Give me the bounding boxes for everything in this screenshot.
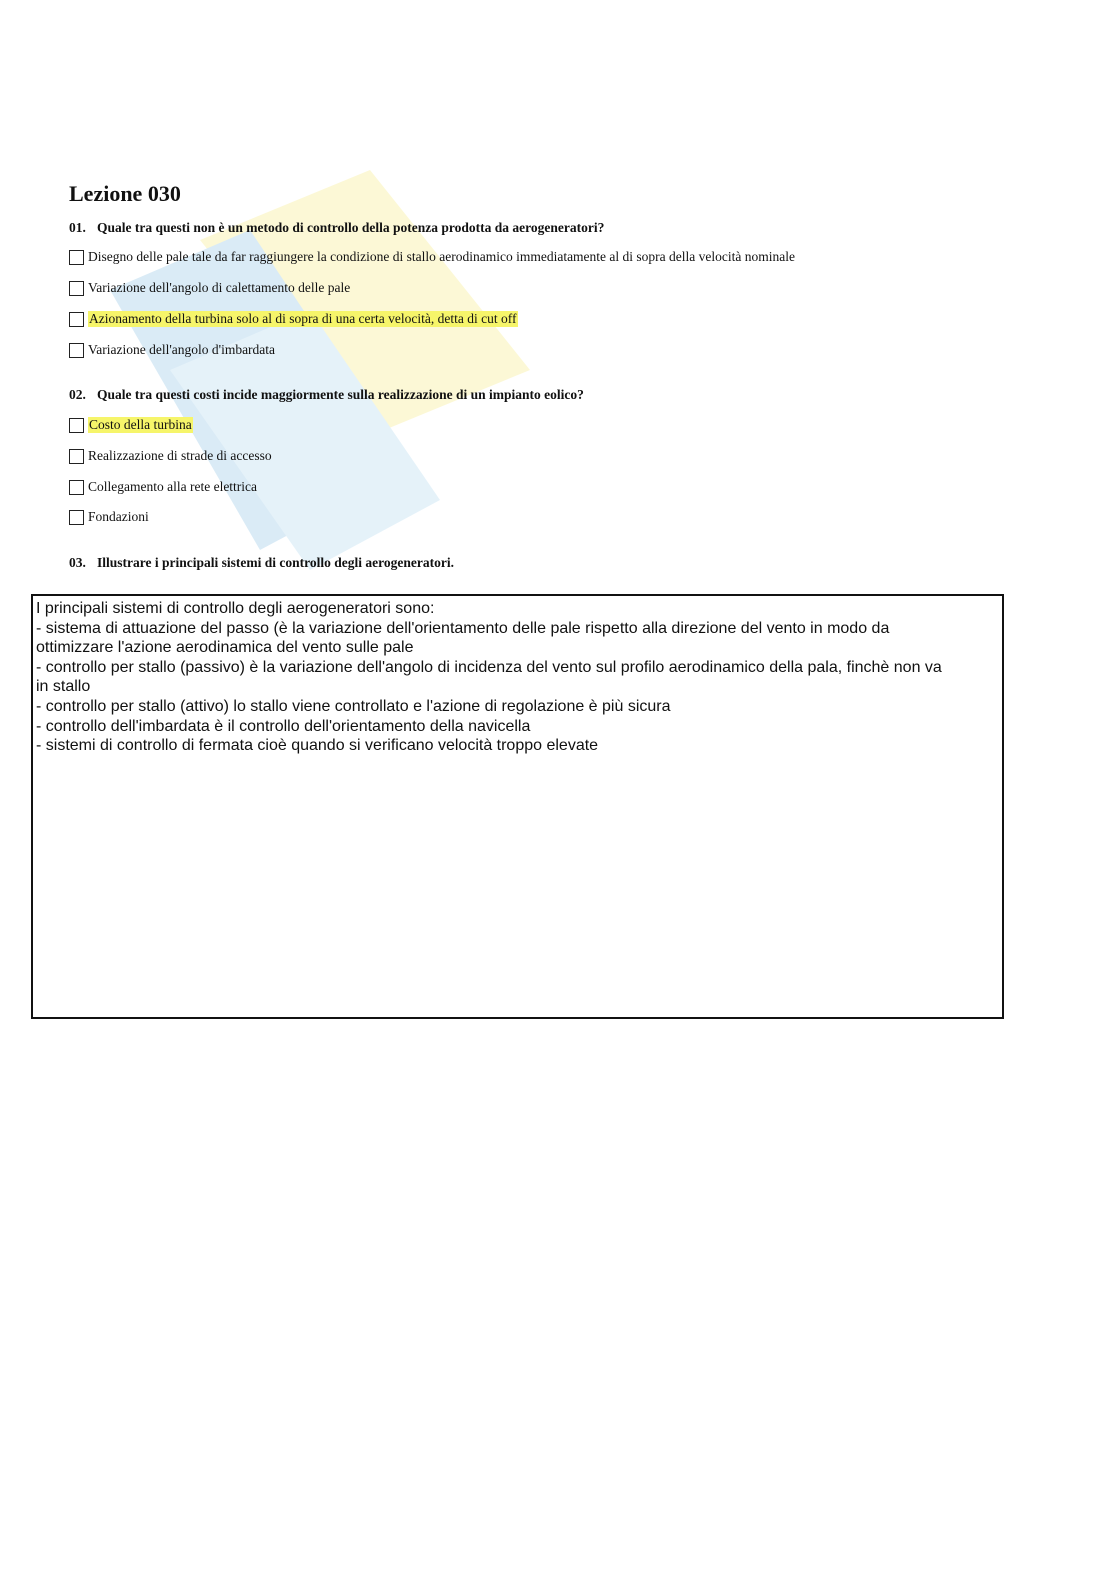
answer-line: - controllo per stallo (attivo) lo stallo viene controllato e l'azione di regolazione è più sicura <box>36 697 671 715</box>
option-label-highlighted: Costo della turbina <box>89 417 192 432</box>
option-label: Collegamento alla rete elettrica <box>88 479 258 494</box>
checkbox[interactable] <box>69 343 84 358</box>
checkbox[interactable] <box>69 250 84 265</box>
question-number: 01. <box>69 220 86 235</box>
answer-line: - controllo per stallo (passivo) è la variazione dell'angolo di incidenza del vento sul profilo aerodinamico della pala, finchè non va <box>36 658 942 676</box>
question-number: 03. <box>69 555 86 570</box>
q01-option-3[interactable] <box>69 309 518 329</box>
answer-line: - controllo dell'imbardata è il controllo dell'orientamento della navicella <box>36 717 531 735</box>
answer-line: - sistemi di controllo di fermata cioè quando si verificano velocità troppo elevate <box>36 737 599 755</box>
checkbox[interactable] <box>69 480 84 495</box>
question-number: 02. <box>69 387 86 402</box>
q01-option-2[interactable] <box>69 278 350 298</box>
answer-line: I principali sistemi di controllo degli aerogeneratori sono: <box>36 600 435 617</box>
q02-option-1[interactable] <box>69 415 193 435</box>
option-label-highlighted: Azionamento della turbina solo al di sopra di una certa velocità, detta di cut off <box>89 311 517 326</box>
answer-line: in stallo <box>36 678 91 696</box>
checkbox[interactable] <box>69 449 84 464</box>
q01-option-4[interactable] <box>69 340 275 360</box>
checkbox[interactable] <box>69 418 84 433</box>
q02-option-4[interactable] <box>69 507 149 527</box>
q02-option-2[interactable] <box>69 446 272 466</box>
page-title: Lezione 030 <box>69 181 181 206</box>
checkbox[interactable] <box>69 281 84 296</box>
option-label: Variazione dell'angolo d'imbardata <box>88 342 276 357</box>
option-label: Fondazioni <box>88 509 149 524</box>
question-03 <box>69 553 454 573</box>
question-01 <box>69 218 604 238</box>
q01-option-1[interactable] <box>69 247 795 267</box>
question-text: Illustrare i principali sistemi di controllo degli aerogeneratori. <box>97 555 454 570</box>
q02-option-3[interactable] <box>69 477 257 497</box>
answer-line: ottimizzare l'azione aerodinamica del vento sulle pale <box>36 639 414 657</box>
option-label: Realizzazione di strade di accesso <box>88 448 272 463</box>
answer-line: - sistema di attuazione del passo (è la variazione dell'orientamento delle pale rispetto alla direzione del vento in modo da <box>36 619 890 637</box>
question-text: Quale tra questi costi incide maggiormente sulla realizzazione di un impianto eolico? <box>97 387 584 402</box>
answer-textbox[interactable] <box>31 594 1004 1019</box>
checkbox[interactable] <box>69 510 84 525</box>
option-label: Variazione dell'angolo di calettamento delle pale <box>88 280 351 295</box>
question-02 <box>69 385 584 405</box>
question-text: Quale tra questi non è un metodo di controllo della potenza prodotta da aerogeneratori? <box>97 220 605 235</box>
option-label: Disegno delle pale tale da far raggiungere la condizione di stallo aerodinamico immediatamente al di sopra della velocità nominale <box>88 249 795 264</box>
checkbox[interactable] <box>69 312 84 327</box>
